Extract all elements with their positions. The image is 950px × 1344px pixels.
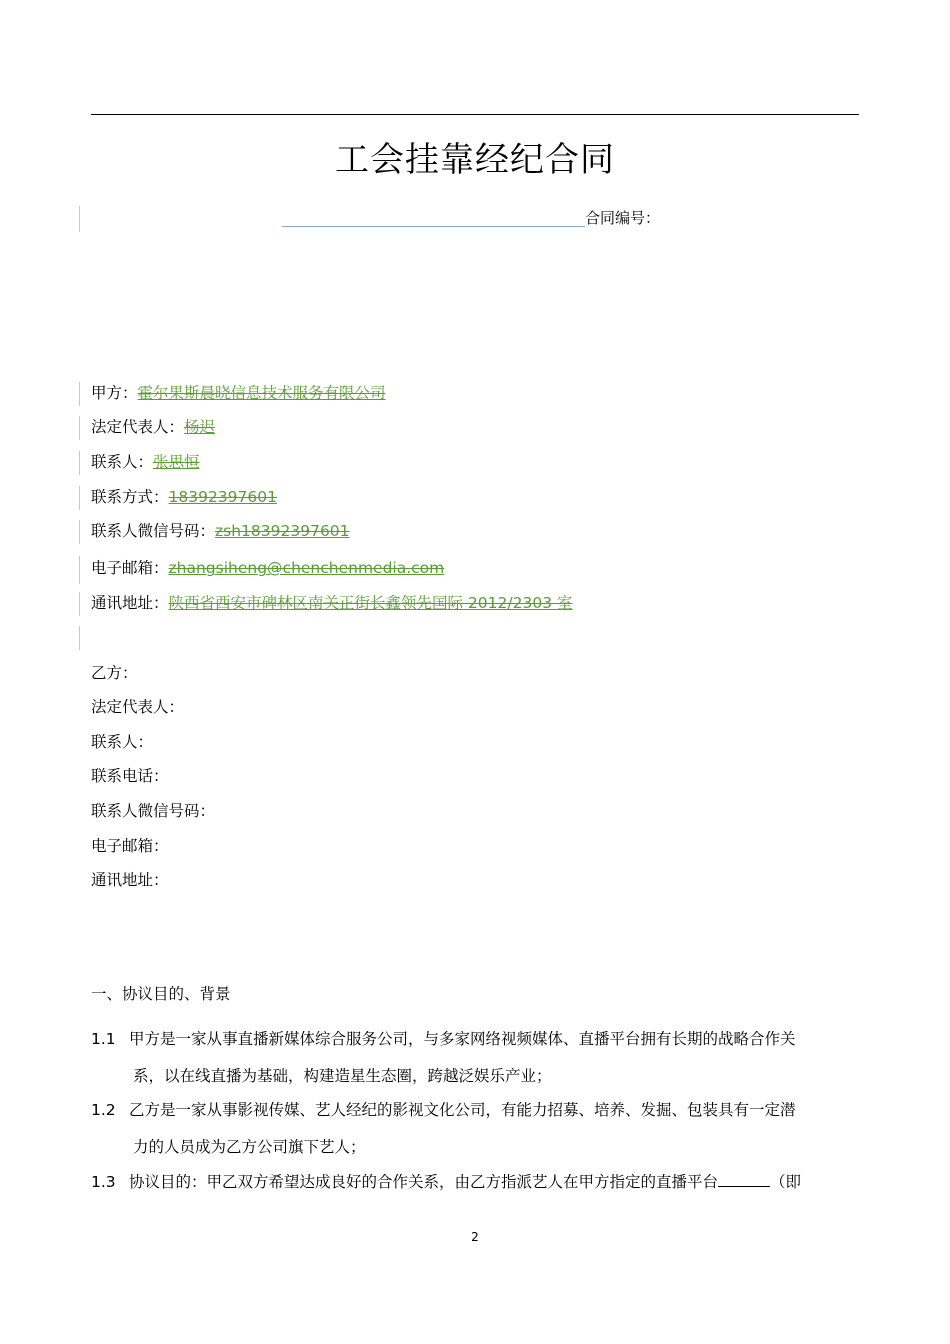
phone-label: 联系方式： [91,488,169,506]
platform-blank[interactable] [718,1172,770,1187]
change-bar [79,382,80,406]
clause-number: 1.2 [91,1101,116,1119]
contract-number-blank[interactable] [282,210,585,227]
clause-1-1-continuation: 系，以在线直播为基础，构建造星生态圈，跨越泛娱乐产业； [133,1067,552,1085]
clause-text: 协议目的：甲乙双方希望达成良好的合作关系，由乙方指派艺人在甲方指定的直播平台 [129,1173,719,1191]
party-b-email-row[interactable]: 电子邮箱： [91,837,169,855]
party-a-wechat-row [91,520,350,542]
change-bar [79,451,80,475]
email-value[interactable]: zhangsiheng@chenchenmedia.com [168,559,445,577]
phone-value[interactable]: 18392397601 [168,488,277,506]
contact-value[interactable]: 张思恒 [153,453,200,471]
party-b-phone-row[interactable]: 联系电话： [91,767,169,785]
header-rule [91,114,859,115]
section-heading: 一、协议目的、背景 [91,985,231,1003]
legal-rep-value[interactable]: 杨迟 [184,418,216,436]
clause-number: 1.3 [91,1173,116,1191]
party-b-address-row[interactable]: 通讯地址： [91,871,169,889]
clause-number: 1.1 [91,1030,116,1048]
party-a-email-row [91,557,444,579]
party-a-label: 甲方： [91,384,138,402]
legal-rep-label: 法定代表人： [91,418,185,436]
party-b-contact-row[interactable]: 联系人： [91,733,154,751]
change-bar [79,416,80,440]
address-label: 通讯地址： [91,594,169,612]
clause-1-3 [91,1171,861,1193]
change-bar [79,556,80,584]
party-a-name-row [91,382,386,404]
party-b-wechat-row[interactable]: 联系人微信号码： [91,802,216,820]
address-value[interactable]: 陕西省西安市碑林区南关正街长鑫领先国际 2012/2303 室 [168,594,573,612]
clause-text-tail: （即 [770,1173,802,1191]
wechat-value[interactable]: zsh18392397601 [215,522,350,540]
contact-label: 联系人： [91,453,154,471]
change-bar [79,520,80,544]
clause-1-1 [91,1028,861,1050]
wechat-label: 联系人微信号码： [91,522,216,540]
change-bar [79,592,80,616]
email-label: 电子邮箱： [91,559,169,577]
clause-text: 乙方是一家从事影视传媒、艺人经纪的影视文化公司，有能力招募、培养、发掘、包装具有一定潜 [129,1101,796,1119]
contract-number-row [282,207,660,229]
party-a-address-row [91,592,573,614]
party-b-name-row[interactable]: 乙方： [91,664,138,682]
party-a-contact-row [91,451,200,473]
party-a-legal-rep-row [91,416,215,438]
page-number: 2 [471,1230,479,1244]
clause-1-2 [91,1099,861,1121]
party-a-phone-row [91,486,277,508]
contract-number-label: 合同编号： [585,209,661,227]
change-bar [79,206,80,232]
clause-text: 甲方是一家从事直播新媒体综合服务公司，与多家网络视频媒体、直播平台拥有长期的战略合作关 [129,1030,796,1048]
clause-1-2-continuation: 力的人员成为乙方公司旗下艺人； [133,1138,366,1156]
party-a-value[interactable]: 霍尔果斯晨晓信息技术服务有限公司 [137,384,386,402]
party-b-legal-rep-row[interactable]: 法定代表人： [91,698,185,716]
change-bar [79,486,80,510]
change-bar [79,626,80,650]
document-title: 工会挂靠经纪合同 [335,140,615,180]
